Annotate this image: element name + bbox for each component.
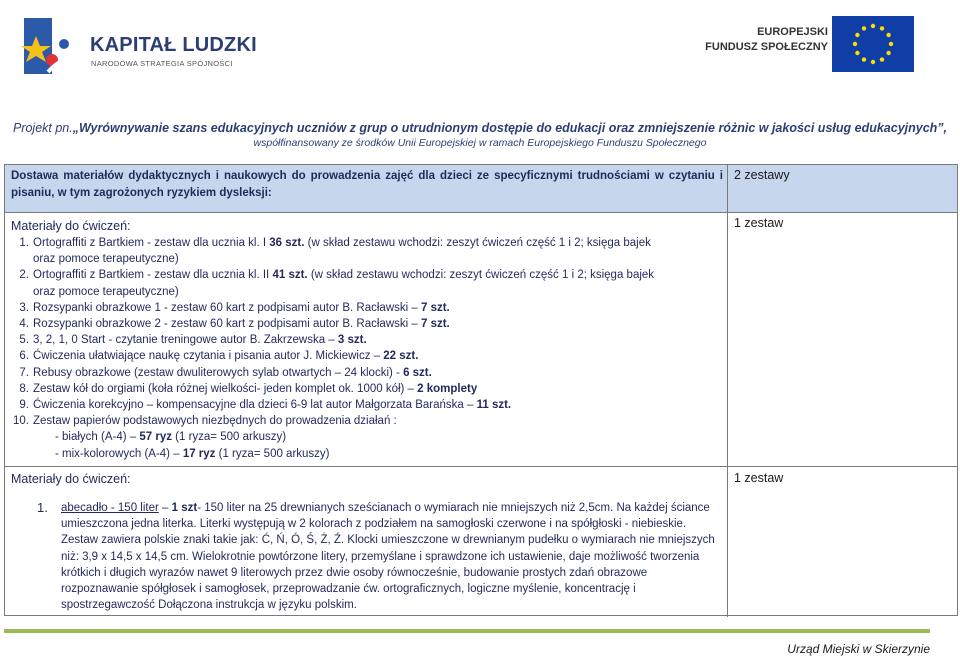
- paper-white-c: (1 ryza= 500 arkuszy): [171, 431, 287, 444]
- list-item: [11, 348, 721, 364]
- paper-color-c: (1 ryza= 500 arkuszy): [215, 447, 330, 460]
- item-underlined: abecadło - 150 liter: [61, 502, 159, 514]
- item-text-a: Ortograffiti z Bartkiem - zestaw dla ucznia kl. I: [33, 237, 270, 249]
- table-header-row: [5, 165, 957, 213]
- item-dash: –: [158, 502, 172, 514]
- footer-text: Urząd Miejski w Skierzynie: [787, 642, 930, 656]
- section2-list: [11, 500, 721, 613]
- item-text-a: Rozsypanki obrazkowe 1 - zestaw 60 kart z podpisami autor B. Racławski –: [33, 301, 421, 314]
- section1-content: [11, 213, 721, 462]
- list-item: [11, 413, 721, 429]
- item-text-c: (w skład zestawu wchodzi: zeszyt ćwiczeń część 1 i 2; księga bajek: [307, 269, 655, 282]
- project-title: „Wyrównywanie szans edukacyjnych uczniów z grup o utrudnionym dostępie do edukacji oraz zmniejszenie różnic w jakości usług edukacyjnych”,: [72, 121, 948, 135]
- item-number: 3.: [19, 301, 29, 314]
- item-text-a: 3, 2, 1, 0 Start - czytanie treningowe autor B. Zakrzewska –: [33, 334, 338, 347]
- item-text-bold: 7 szt.: [420, 318, 450, 331]
- list-item: [11, 235, 721, 267]
- column-divider: [727, 213, 728, 466]
- item-number: 2.: [19, 269, 29, 282]
- item-number: 8.: [19, 382, 29, 395]
- item-text-bold: 2 komplety: [417, 382, 478, 395]
- list-item: [11, 267, 721, 299]
- table-header-text: Dostawa materiałów dydaktycznych i naukowych do prowadzenia zajęć dla dzieci ze specyficznymi trudnościami w czytaniu i pisaniu, w tym zagrożonych ryzykiem dysleksji:: [11, 170, 723, 199]
- item-text-bold: 11 szt.: [476, 399, 512, 412]
- table-header-qty: 2 zestawy: [734, 168, 790, 182]
- footer-rule: [4, 629, 930, 633]
- paper-white-line: [11, 429, 721, 445]
- item-text-a: Rebusy obrazkowe (zestaw dwuliterowych sylab otwartych – 24 klocki) -: [33, 366, 404, 379]
- item-number: 1.: [37, 500, 48, 515]
- item-rest: - 150 liter na 25 drewnianych sześcianach o wymiarach nie mniejszych niż 2,5cm. Na każdej ściance umieszczona jedna literka. Literki występują w 2 kolorach z podziałem na samogłoski czerwone i na spółgłoski - niebieskie. Zestaw zawiera polskie znaki takie jak: Ć, Ń, Ó, Ś, Ż, Ź. Klocki umieszczone w drewnianym pudełku o wymiarach nie mniejszych niż: 3,9 x 14,5 x 14,5 cm. Wielokrotnie powtórzone litery, przemyślane i sprawdzone ich ustawienie, daje możliwość tworzenia krótkich i długich wyrazów nawet 9 literowych przez dwie osoby równocześnie, budowanie prostych zdań obrazowe rozpoznawanie spółgłosek i samogłosek, przeprowadzanie ćw. ortograficznych, logiczne myślenie, koncentrację i spostrzegawczość Dołączona instrukcja w języku polskim.: [61, 502, 715, 612]
- table-row: [5, 467, 957, 617]
- section1-title: Materiały do ćwiczeń:: [11, 219, 131, 233]
- item-text-bold: 22 szt.: [383, 350, 419, 363]
- kapital-ludzki-subtitle: NARODOWA STRATEGIA SPÓJNOŚCI: [91, 59, 233, 68]
- paper-white-b: 57 ryz: [139, 431, 172, 444]
- item-text-a: Zestaw kół do orgiami (koła różnej wielkości- jeden komplet ok. 1000 kół) –: [33, 382, 418, 395]
- item-text-continuation: oraz pomoce terapeutyczne): [33, 253, 179, 266]
- cofinance-line: współfinansowany ze środków Unii Europejskiej w ramach Europejskiego Funduszu Społecznego: [253, 137, 707, 149]
- item-text-a: Ćwiczenia ułatwiające naukę czytania i pisania autor J. Mickiewicz –: [33, 350, 384, 363]
- paper-white-a: - białych (A-4) –: [55, 431, 140, 444]
- table-row: [5, 213, 957, 467]
- list-item: [11, 332, 721, 348]
- item-text-continuation: oraz pomoce terapeutyczne): [33, 285, 179, 298]
- list-item: [11, 365, 721, 381]
- section2-qty: 1 zestaw: [734, 471, 784, 485]
- section2-content: [11, 467, 721, 613]
- paper-color-line: [11, 446, 721, 462]
- item-number: 1.: [19, 237, 29, 249]
- kapital-ludzki-emblem-icon: [18, 14, 82, 82]
- item-text-bold: 7 szt.: [420, 301, 450, 314]
- efs-line2: FUNDUSZ SPOŁECZNY: [705, 41, 828, 53]
- efs-line1: EUROPEJSKI: [757, 26, 828, 38]
- item-number: 6.: [19, 350, 29, 363]
- project-line: [0, 121, 960, 135]
- item-number: 7.: [19, 366, 29, 379]
- paper-color-b: 17 ryz: [182, 447, 216, 460]
- item-text-a: Ćwiczenia korekcyjno – kompensacyjne dla dzieci 6-9 lat autor Małgorzata Barańska –: [33, 399, 477, 412]
- column-divider: [727, 165, 728, 212]
- list-item: [11, 316, 721, 332]
- kapital-ludzki-title: KAPITAŁ LUDZKI: [90, 34, 257, 56]
- item-number: 10.: [13, 415, 29, 428]
- item-text-bold: 3 szt.: [337, 334, 367, 347]
- item-text-bold: 36 szt.: [269, 237, 305, 249]
- item-text-bold: 6 szt.: [403, 366, 432, 379]
- list-item: [11, 300, 721, 316]
- item-text-bold: 41 szt.: [272, 269, 308, 282]
- column-divider: [727, 467, 728, 617]
- item-number: 5.: [19, 334, 29, 347]
- list-item: [11, 381, 721, 397]
- section2-title: Materiały do ćwiczeń:: [11, 472, 131, 486]
- efs-logo: [700, 12, 920, 74]
- list-item: [11, 397, 721, 413]
- project-prefix: Projekt pn.: [12, 121, 73, 135]
- list-item: [11, 500, 721, 613]
- item-text-a: Zestaw papierów podstawowych niezbędnych do prowadzenia działań :: [33, 415, 397, 428]
- kapital-ludzki-logo: [18, 14, 257, 86]
- section1-list: [11, 235, 721, 429]
- item-bold: 1 szt: [171, 502, 198, 514]
- materials-table: [4, 164, 958, 616]
- item-text-c: (w skład zestawu wchodzi: zeszyt ćwiczeń część 1 i 2; księga bajek: [304, 237, 651, 249]
- item-text-a: Rozsypanki obrazkowe 2 - zestaw 60 kart z podpisami autor B. Racławski –: [33, 318, 421, 331]
- item-number: 9.: [19, 399, 29, 412]
- item-number: 4.: [19, 318, 29, 331]
- item-text-a: Ortograffiti z Bartkiem - zestaw dla ucznia kl. II: [33, 269, 273, 282]
- eu-flag-icon: [832, 16, 914, 72]
- paper-color-a: - mix-kolorowych (A-4) –: [55, 447, 183, 460]
- section1-qty: 1 zestaw: [734, 216, 784, 230]
